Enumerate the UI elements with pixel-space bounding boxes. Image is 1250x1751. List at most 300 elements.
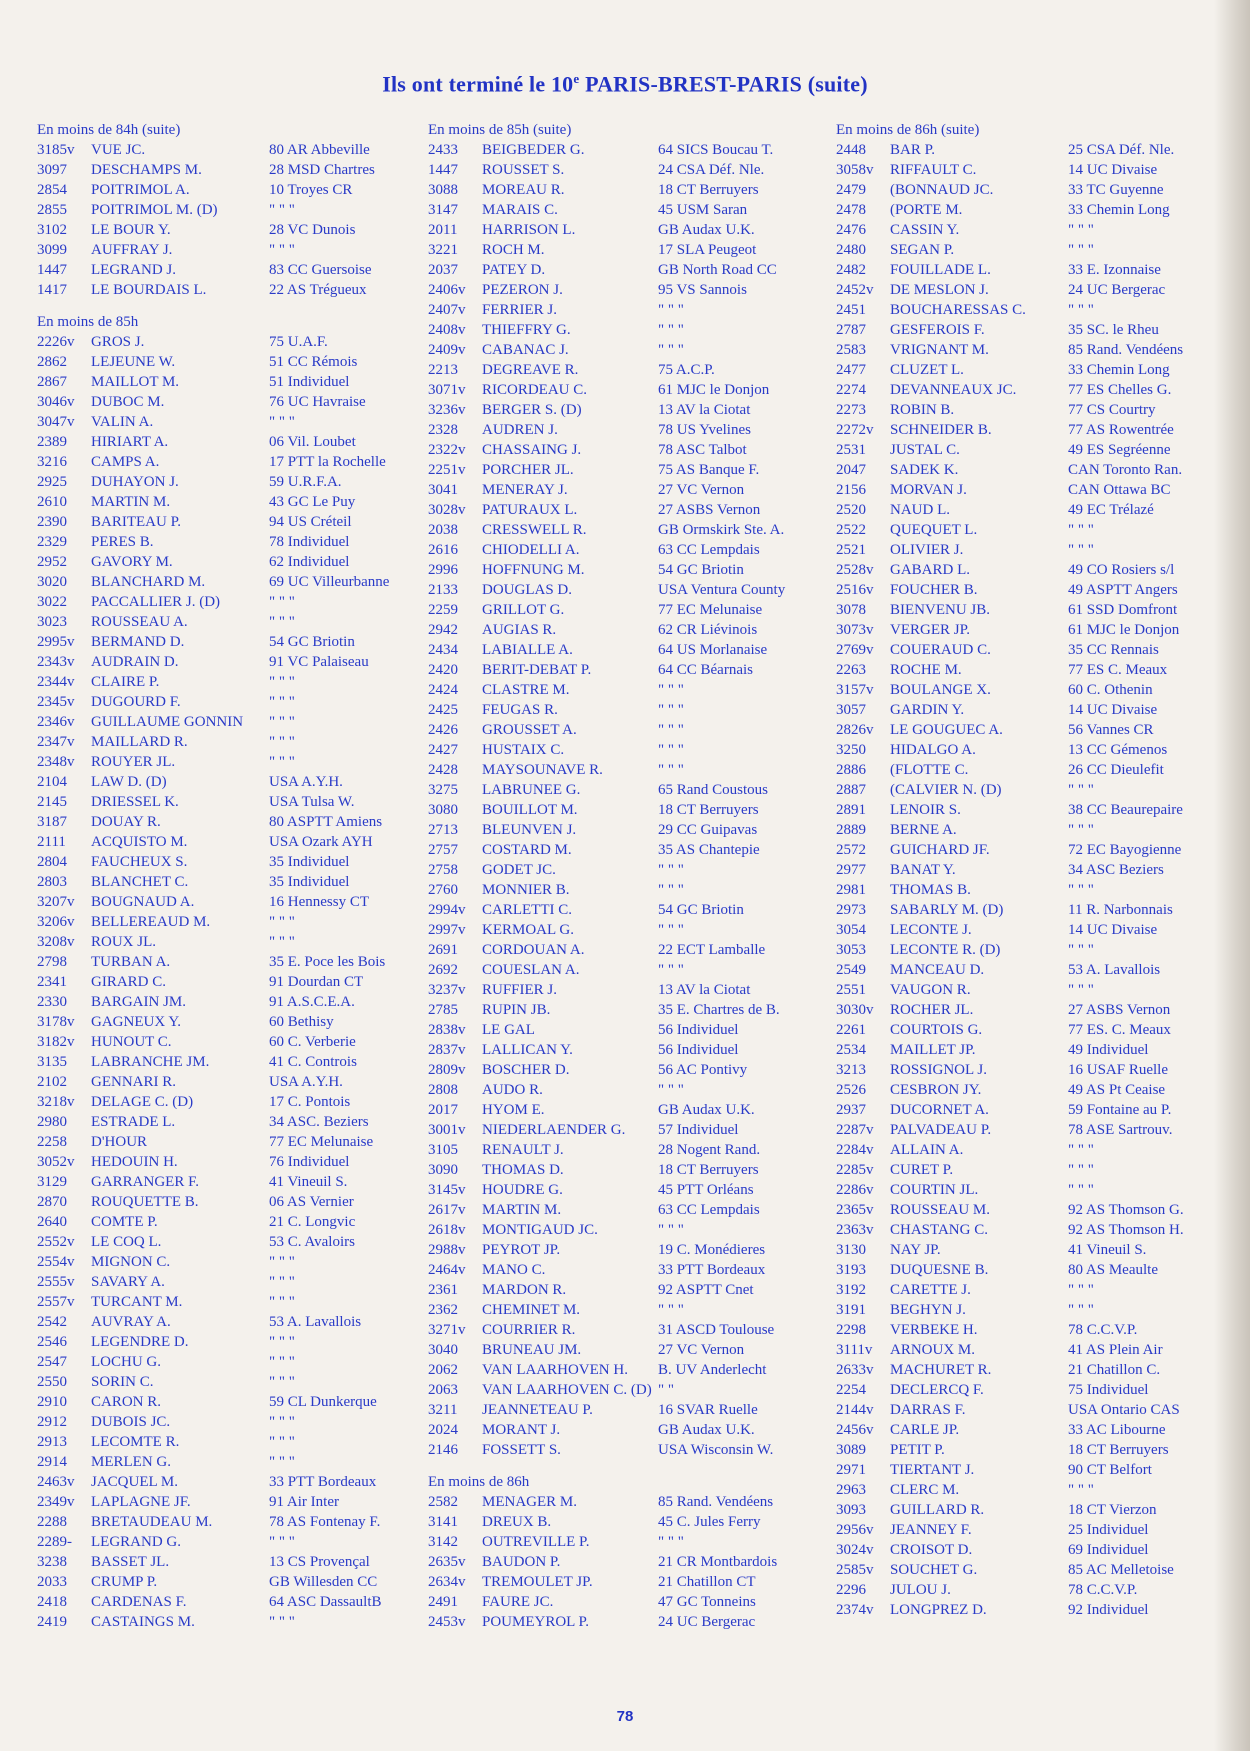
rider-name: BRUNEAU JM.: [482, 1342, 582, 1358]
rider-name: LALLICAN Y.: [482, 1042, 573, 1058]
result-row: [428, 1200, 760, 1220]
bib-number: 3028v: [428, 502, 466, 518]
result-row: [37, 1352, 295, 1372]
bib-number: 2033: [37, 1574, 67, 1590]
result-row: [836, 760, 1164, 780]
result-row: [37, 1432, 295, 1452]
bib-number: 2826v: [836, 722, 874, 738]
result-row: [836, 300, 1094, 320]
page-title: Ils ont terminé le 10e PARIS-BREST-PARIS (suite): [382, 70, 868, 97]
rider-name: HARRISON L.: [482, 222, 576, 238]
rider-name: THOMAS D.: [482, 1162, 564, 1178]
rider-name: BOUGNAUD A.: [91, 894, 195, 910]
result-row: [428, 860, 684, 880]
rider-name: GRILLOT G.: [482, 602, 565, 618]
club-name: 64 US Morlanaise: [658, 642, 768, 658]
club-name: 69 UC Villeurbanne: [269, 574, 390, 590]
club-name: " " ": [269, 934, 295, 950]
bib-number: 1417: [37, 282, 67, 298]
rider-name: LECONTE R. (D): [890, 942, 1001, 958]
result-row: [836, 960, 1161, 980]
rider-name: BAR P.: [890, 142, 936, 158]
rider-name: CHIODELLI A.: [482, 542, 580, 558]
club-name: " " ": [1068, 822, 1094, 838]
rider-name: TIERTANT J.: [890, 1462, 975, 1478]
result-row: [836, 340, 1184, 360]
bib-number: 3024v: [836, 1542, 874, 1558]
rider-name: LABRANCHE JM.: [91, 1054, 210, 1070]
club-name: " " ": [269, 914, 295, 930]
result-row: [836, 800, 1183, 820]
club-name: 35 SC. le Rheu: [1068, 322, 1159, 338]
result-row: [836, 840, 1182, 860]
club-name: " " ": [1068, 522, 1094, 538]
result-row: [37, 1132, 374, 1152]
bib-number: 2635v: [428, 1554, 466, 1570]
club-name: 10 Troyes CR: [269, 182, 353, 198]
bib-number: 2418: [37, 1594, 67, 1610]
bib-number: 2542: [37, 1314, 67, 1330]
club-name: " " ": [269, 614, 295, 630]
bib-number: 3030v: [836, 1002, 874, 1018]
club-name: 34 ASC Beziers: [1068, 862, 1164, 878]
result-row: [37, 240, 295, 260]
bib-number: 2870: [37, 1194, 67, 1210]
rider-name: CARLE JP.: [890, 1422, 960, 1438]
bib-number: 2997v: [428, 922, 466, 938]
result-row: [428, 640, 768, 660]
rider-name: PEYROT JP.: [482, 1242, 561, 1258]
bib-number: 2521: [836, 542, 866, 558]
rider-name: DREUX B.: [482, 1514, 552, 1530]
bib-number: 2582: [428, 1494, 458, 1510]
rider-name: DUGOURD F.: [91, 694, 181, 710]
rider-name: DEVANNEAUX JC.: [890, 382, 1017, 398]
club-name: 38 CC Beaurepaire: [1068, 802, 1183, 818]
club-name: " " ": [269, 594, 295, 610]
rider-name: LEGRAND J.: [91, 262, 176, 278]
club-name: 51 Individuel: [269, 374, 350, 390]
club-name: 80 ASPTT Amiens: [269, 814, 383, 830]
section-gap: [37, 300, 180, 312]
club-name: " " ": [658, 1302, 684, 1318]
result-row: [428, 580, 786, 600]
bib-number: 2478: [836, 202, 866, 218]
rider-name: BOUCHARESSAS C.: [890, 302, 1026, 318]
bib-number: 2111: [37, 834, 66, 850]
club-name: 53 A. Lavallois: [269, 1314, 362, 1330]
club-name: 18 CT Berruyers: [658, 1162, 759, 1178]
bib-number: 3080: [428, 802, 458, 818]
rider-name: MACHURET R.: [890, 1362, 992, 1378]
result-row: [428, 480, 745, 500]
club-name: 35 E. Poce les Bois: [269, 954, 386, 970]
result-row: [428, 1400, 758, 1420]
bib-number: 3275: [428, 782, 458, 798]
rider-name: PACCALLIER J. (D): [91, 594, 221, 610]
result-row: [37, 1412, 295, 1432]
club-name: 18 CT Berruyers: [1068, 1442, 1169, 1458]
club-name: 33 PTT Bordeaux: [269, 1474, 377, 1490]
rider-name: DUCORNET A.: [890, 1102, 989, 1118]
rider-name: BEGHYN J.: [890, 1302, 966, 1318]
rider-name: RUPIN JB.: [482, 1002, 551, 1018]
result-row: [428, 1612, 756, 1632]
bib-number: 2610: [37, 494, 67, 510]
result-row: [37, 160, 375, 180]
club-name: " " ": [1068, 1142, 1094, 1158]
result-row: [428, 620, 758, 640]
club-name: 35 E. Chartres de B.: [658, 1002, 780, 1018]
rider-name: CLASTRE M.: [482, 682, 570, 698]
result-row: [37, 1532, 295, 1552]
result-row: [37, 432, 356, 452]
rider-name: GABARD L.: [890, 562, 971, 578]
bib-number: 2557v: [37, 1294, 75, 1310]
club-name: 13 CS Provençal: [269, 1554, 370, 1570]
bib-number: 3090: [428, 1162, 458, 1178]
club-name: 72 EC Bayogienne: [1068, 842, 1182, 858]
rider-name: BEIGBEDER G.: [482, 142, 585, 158]
rider-name: FOUCHER B.: [890, 582, 978, 598]
rider-name: PETIT P.: [890, 1442, 945, 1458]
rider-name: LEGRAND G.: [91, 1534, 181, 1550]
rider-name: KERMOAL G.: [482, 922, 574, 938]
bib-number: 2552v: [37, 1234, 75, 1250]
club-name: 78 Individuel: [269, 534, 350, 550]
bib-number: 2289-: [37, 1534, 72, 1550]
result-row: [428, 1320, 775, 1340]
result-row: [428, 260, 777, 280]
rider-name: DECLERCQ F.: [890, 1382, 984, 1398]
club-name: 56 Individuel: [658, 1042, 739, 1058]
bib-number: 2347v: [37, 734, 75, 750]
rider-name: DE MESLON J.: [890, 282, 989, 298]
bib-number: 2288: [37, 1514, 67, 1530]
bib-number: 2329: [37, 534, 67, 550]
section-gap: [428, 1460, 571, 1472]
club-name: 62 CR Liévinois: [658, 622, 758, 638]
club-name: 33 Chemin Long: [1068, 362, 1170, 378]
result-row: [37, 1452, 295, 1472]
bib-number: 2365v: [836, 1202, 874, 1218]
rider-name: LAW D. (D): [91, 774, 167, 790]
result-row: [428, 320, 684, 340]
bib-number: 2554v: [37, 1254, 75, 1270]
section-header: En moins de 86h (suite): [836, 122, 980, 138]
result-row: [836, 1600, 1149, 1620]
rider-name: BRETAUDEAU M.: [91, 1514, 213, 1530]
rider-name: LECOMTE R.: [91, 1434, 180, 1450]
rider-name: ROUSSEAU A.: [91, 614, 188, 630]
bib-number: 3142: [428, 1534, 458, 1550]
result-row: [428, 400, 751, 420]
bib-number: 3236v: [428, 402, 466, 418]
bib-number: 3001v: [428, 1122, 466, 1138]
result-row: [37, 1292, 295, 1312]
result-row: [836, 1040, 1149, 1060]
result-row: [836, 1020, 1171, 1040]
bib-number: 3023: [37, 614, 67, 630]
bib-number: 3135: [37, 1054, 67, 1070]
result-row: [428, 1572, 756, 1592]
bib-number: 2634v: [428, 1574, 466, 1590]
rider-name: MORANT J.: [482, 1422, 561, 1438]
bib-number: 2942: [428, 622, 458, 638]
result-row: [428, 520, 785, 540]
bib-number: 2261: [836, 1022, 866, 1038]
rider-name: MORVAN J.: [890, 482, 967, 498]
result-row: [836, 640, 1159, 660]
result-row: [428, 1280, 754, 1300]
rider-name: TURBAN A.: [91, 954, 171, 970]
rider-name: LONGPREZ D.: [890, 1602, 987, 1618]
result-row: [428, 780, 769, 800]
result-row: [37, 332, 328, 352]
rider-name: RUFFIER J.: [482, 982, 558, 998]
club-name: 62 Individuel: [269, 554, 350, 570]
bib-number: 3157v: [836, 682, 874, 698]
rider-name: SORIN C.: [91, 1374, 154, 1390]
bib-number: 3041: [428, 482, 458, 498]
result-row: [37, 512, 352, 532]
bib-number: 2912: [37, 1414, 67, 1430]
rider-name: PATEY D.: [482, 262, 546, 278]
result-row: [836, 1180, 1094, 1200]
club-name: 25 CSA Déf. Nle.: [1068, 142, 1175, 158]
result-row: [37, 752, 295, 772]
result-row: [37, 140, 370, 160]
club-name: 49 EC Trélazé: [1068, 502, 1154, 518]
result-row: [428, 1240, 766, 1260]
rider-name: SEGAN P.: [890, 242, 955, 258]
bib-number: 3211: [428, 1402, 458, 1418]
club-name: 28 Nogent Rand.: [658, 1142, 761, 1158]
result-row: [836, 1060, 1169, 1080]
bib-number: 2463v: [37, 1474, 75, 1490]
rider-name: GUILLARD R.: [890, 1502, 985, 1518]
rider-name: BERIT-DEBAT P.: [482, 662, 592, 678]
club-name: 57 Individuel: [658, 1122, 739, 1138]
club-name: 59 CL Dunkerque: [269, 1394, 377, 1410]
result-row: [836, 1140, 1094, 1160]
bib-number: 3047v: [37, 414, 75, 430]
rider-name: SAVARY A.: [91, 1274, 165, 1290]
bib-number: 2550: [37, 1374, 67, 1390]
club-name: 24 UC Bergerac: [658, 1614, 756, 1630]
result-row: [37, 932, 295, 952]
club-name: 56 AC Pontivy: [658, 1062, 748, 1078]
result-row: [37, 260, 372, 280]
rider-name: JEANNEY F.: [890, 1522, 972, 1538]
result-row: [37, 200, 295, 220]
rider-name: ROSSIGNOL J.: [890, 1062, 987, 1078]
bib-number: 2617v: [428, 1202, 466, 1218]
rider-name: SOUCHET G.: [890, 1562, 978, 1578]
rider-name: CARON R.: [91, 1394, 162, 1410]
rider-name: GROS J.: [91, 334, 145, 350]
result-row: [428, 980, 751, 1000]
bib-number: 3250: [836, 742, 866, 758]
rider-name: LE BOUR Y.: [91, 222, 171, 238]
club-name: 77 ES Chelles G.: [1068, 382, 1172, 398]
club-name: 92 AS Thomson H.: [1068, 1222, 1184, 1238]
rider-name: NAY JP.: [890, 1242, 941, 1258]
bib-number: 2017: [428, 1102, 458, 1118]
club-name: 61 MJC le Donjon: [1068, 622, 1180, 638]
bib-number: 2346v: [37, 714, 75, 730]
club-name: 41 AS Plein Air: [1068, 1342, 1163, 1358]
bib-number: 2452v: [836, 282, 874, 298]
club-name: 19 C. Monédieres: [658, 1242, 766, 1258]
rider-name: COURRIER R.: [482, 1322, 576, 1338]
bib-number: 3022: [37, 594, 67, 610]
result-row: [836, 1220, 1184, 1240]
rider-name: ROCHE M.: [890, 662, 962, 678]
bib-number: 2887: [836, 782, 866, 798]
result-row: [37, 1152, 350, 1172]
result-row: [428, 440, 747, 460]
rider-name: HEDOUIN H.: [91, 1154, 178, 1170]
rider-name: DUQUESNE B.: [890, 1262, 989, 1278]
club-name: " " ": [1068, 942, 1094, 958]
club-name: 45 PTT Orléans: [658, 1182, 754, 1198]
club-name: 21 C. Longvic: [269, 1214, 356, 1230]
club-name: " " ": [269, 1454, 295, 1470]
rider-name: MONNIER B.: [482, 882, 570, 898]
bib-number: 2889: [836, 822, 866, 838]
club-name: " " ": [658, 1534, 684, 1550]
club-name: 13 CC Gémenos: [1068, 742, 1168, 758]
club-name: USA A.Y.H.: [269, 774, 343, 790]
rider-name: ROUYER JL.: [91, 754, 176, 770]
rider-name: DUHAYON J.: [91, 474, 179, 490]
bib-number: 2516v: [836, 582, 874, 598]
club-name: 77 EC Melunaise: [658, 602, 763, 618]
result-row: [836, 260, 1161, 280]
bib-number: 2389: [37, 434, 67, 450]
result-row: [428, 560, 744, 580]
bib-number: 2343v: [37, 654, 75, 670]
result-row: [37, 1572, 378, 1592]
rider-name: ROBIN B.: [890, 402, 955, 418]
club-name: 49 Individuel: [1068, 1042, 1149, 1058]
club-name: 91 A.S.C.E.A.: [269, 994, 355, 1010]
result-row: [836, 620, 1180, 640]
rider-name: DESCHAMPS M.: [91, 162, 202, 178]
club-name: " " ": [658, 722, 684, 738]
bib-number: 3141: [428, 1514, 458, 1530]
section-header: En moins de 85h (suite): [428, 122, 572, 138]
result-row: [428, 800, 759, 820]
club-name: 21 Chatillon CT: [658, 1574, 756, 1590]
bib-number: 2433: [428, 142, 458, 158]
result-row: [37, 1272, 295, 1292]
rider-name: MERLEN G.: [91, 1454, 171, 1470]
rider-name: LE GAL: [482, 1022, 535, 1038]
rider-name: CROISOT D.: [890, 1542, 973, 1558]
result-row: [428, 680, 684, 700]
bib-number: 2144v: [836, 1402, 874, 1418]
bib-number: 3099: [37, 242, 67, 258]
rider-name: CASSIN Y.: [890, 222, 960, 238]
result-row: [37, 452, 386, 472]
bib-number: 3111v: [836, 1342, 873, 1358]
club-name: " " ": [658, 742, 684, 758]
bib-number: 3129: [37, 1174, 67, 1190]
result-row: [37, 592, 295, 612]
bib-number: 2804: [37, 854, 67, 870]
club-name: CAN Ottawa BC: [1068, 482, 1171, 498]
rider-name: CARLETTI C.: [482, 902, 572, 918]
bib-number: 2296: [836, 1582, 866, 1598]
club-name: 26 CC Dieulefit: [1068, 762, 1164, 778]
bib-number: 2407v: [428, 302, 466, 318]
bib-number: 2526: [836, 1082, 866, 1098]
bib-number: 3216: [37, 454, 67, 470]
rider-name: MAYSOUNAVE R.: [482, 762, 603, 778]
rider-name: PERES B.: [91, 534, 154, 550]
club-name: " " ": [269, 1294, 295, 1310]
result-row: [428, 1080, 684, 1100]
bib-number: 2855: [37, 202, 67, 218]
rider-name: LE GOUGUEC A.: [890, 722, 1003, 738]
rider-name: COUESLAN A.: [482, 962, 580, 978]
result-row: [428, 700, 684, 720]
bib-number: 2798: [37, 954, 67, 970]
rider-name: TREMOULET JP.: [482, 1574, 593, 1590]
bib-number: 2011: [428, 222, 458, 238]
rider-name: BOSCHER D.: [482, 1062, 570, 1078]
result-row: [37, 1372, 295, 1392]
result-row: [836, 140, 1175, 160]
rider-name: BOUILLOT M.: [482, 802, 578, 818]
rider-name: DUBOIS JC.: [91, 1414, 171, 1430]
result-row: [836, 460, 1183, 480]
bib-number: 2546: [37, 1334, 67, 1350]
club-name: 77 CS Courtry: [1068, 402, 1156, 418]
rider-name: MAILLOT M.: [91, 374, 180, 390]
rider-name: BLANCHET C.: [91, 874, 189, 890]
bib-number: 2254: [836, 1382, 866, 1398]
result-row: [37, 632, 355, 652]
bib-number: 2434: [428, 642, 458, 658]
bib-number: 2713: [428, 822, 458, 838]
rider-name: D'HOUR: [91, 1134, 148, 1150]
bib-number: 3207v: [37, 894, 75, 910]
club-name: " " ": [269, 674, 295, 690]
club-name: 13 AV la Ciotat: [658, 982, 751, 998]
bib-number: 2583: [836, 342, 866, 358]
rider-name: LENOIR S.: [890, 802, 961, 818]
result-row: [836, 220, 1094, 240]
rider-name: MAILLET JP.: [890, 1042, 976, 1058]
bib-number: 3046v: [37, 394, 75, 410]
result-row: [37, 1592, 382, 1612]
result-row: [37, 1332, 295, 1352]
result-row: [428, 1380, 674, 1400]
result-row: [428, 540, 760, 560]
rider-name: DOUAY R.: [91, 814, 161, 830]
bib-number: 2549: [836, 962, 866, 978]
bib-number: 2691: [428, 942, 458, 958]
bib-number: 2555v: [37, 1274, 75, 1290]
bib-number: 2427: [428, 742, 458, 758]
result-row: [428, 920, 684, 940]
result-row: [836, 1440, 1169, 1460]
bib-number: 2534: [836, 1042, 866, 1058]
result-row: [836, 1340, 1163, 1360]
